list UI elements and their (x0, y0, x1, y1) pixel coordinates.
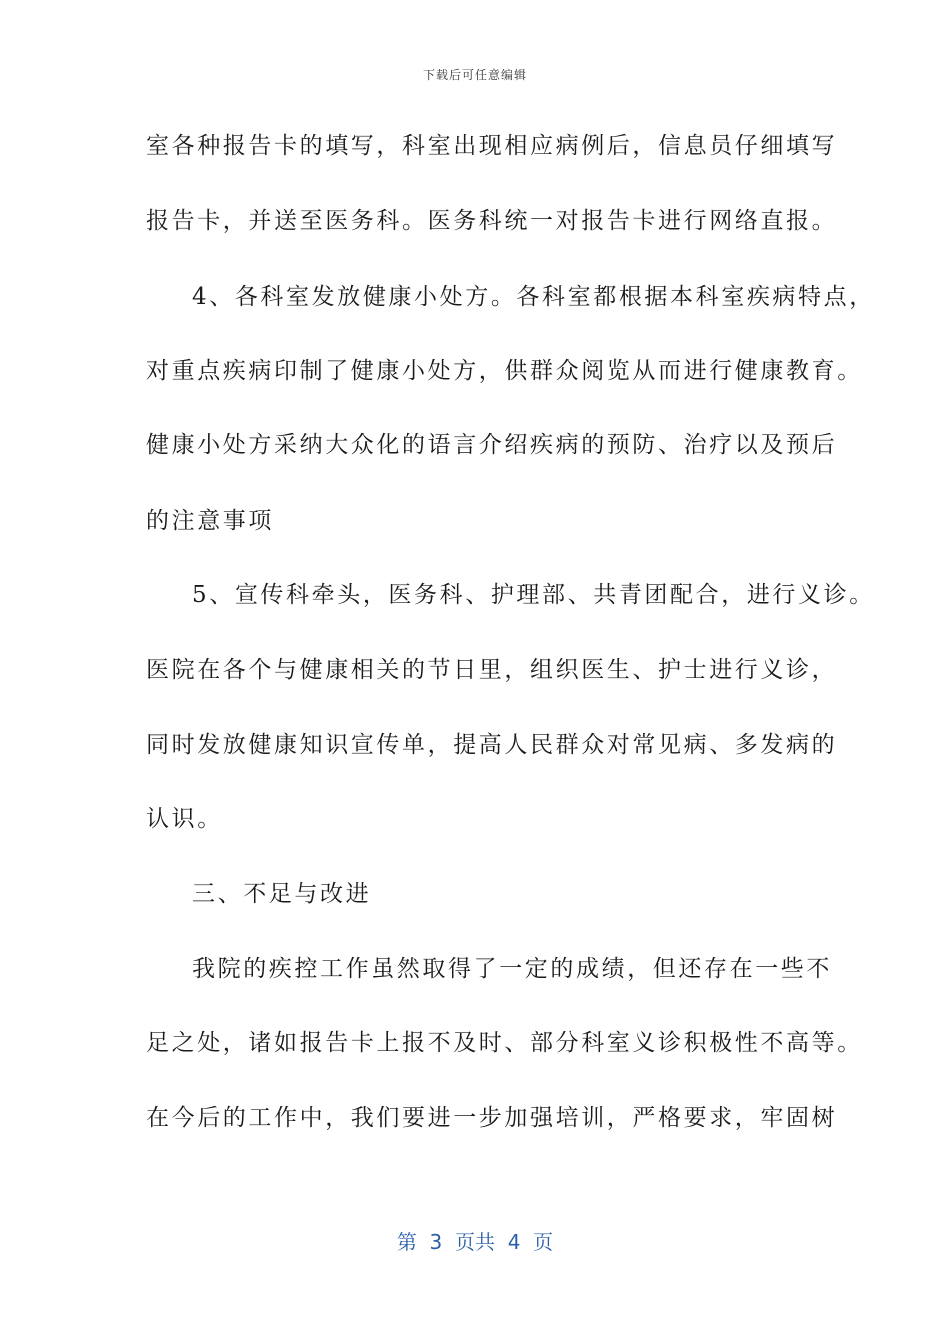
body-line: 4、各科室发放健康小处方。各科室都根据本科室疾病特点， (192, 284, 875, 310)
body-line: 认识。 (146, 806, 223, 832)
body-line: 在今后的工作中，我们要进一步加强培训，严格要求，牢固树 (146, 1105, 838, 1131)
body-line: 对重点疾病印制了健康小处方，供群众阅览从而进行健康教育。 (146, 358, 863, 384)
body-line: 健康小处方采纳大众化的语言介绍疾病的预防、治疗以及预后 (146, 432, 838, 458)
body-line: 的注意事项 (146, 508, 274, 534)
body-line: 报告卡，并送至医务科。医务科统一对报告卡进行网络直报。 (146, 208, 838, 234)
header-note: 下载后可任意编辑 (422, 68, 527, 82)
section-heading: 三、不足与改进 (192, 881, 372, 907)
body-line: 同时发放健康知识宣传单，提高人民群众对常见病、多发病的 (146, 732, 838, 758)
body-line: 我院的疾控工作虽然取得了一定的成绩，但还存在一些不 (192, 956, 832, 982)
body-line: 足之处，诸如报告卡上报不及时、部分科室义诊积极性不高等。 (146, 1030, 863, 1056)
page-number: 第 3 页共 4 页 (396, 1230, 554, 1254)
body-line: 室各种报告卡的填写，科室出现相应病例后，信息员仔细填写 (146, 133, 838, 159)
body-line: 医院在各个与健康相关的节日里，组织医生、护士进行义诊， (146, 657, 838, 683)
body-line: 5、宣传科牵头，医务科、护理部、共青团配合，进行义诊。 (192, 582, 875, 608)
